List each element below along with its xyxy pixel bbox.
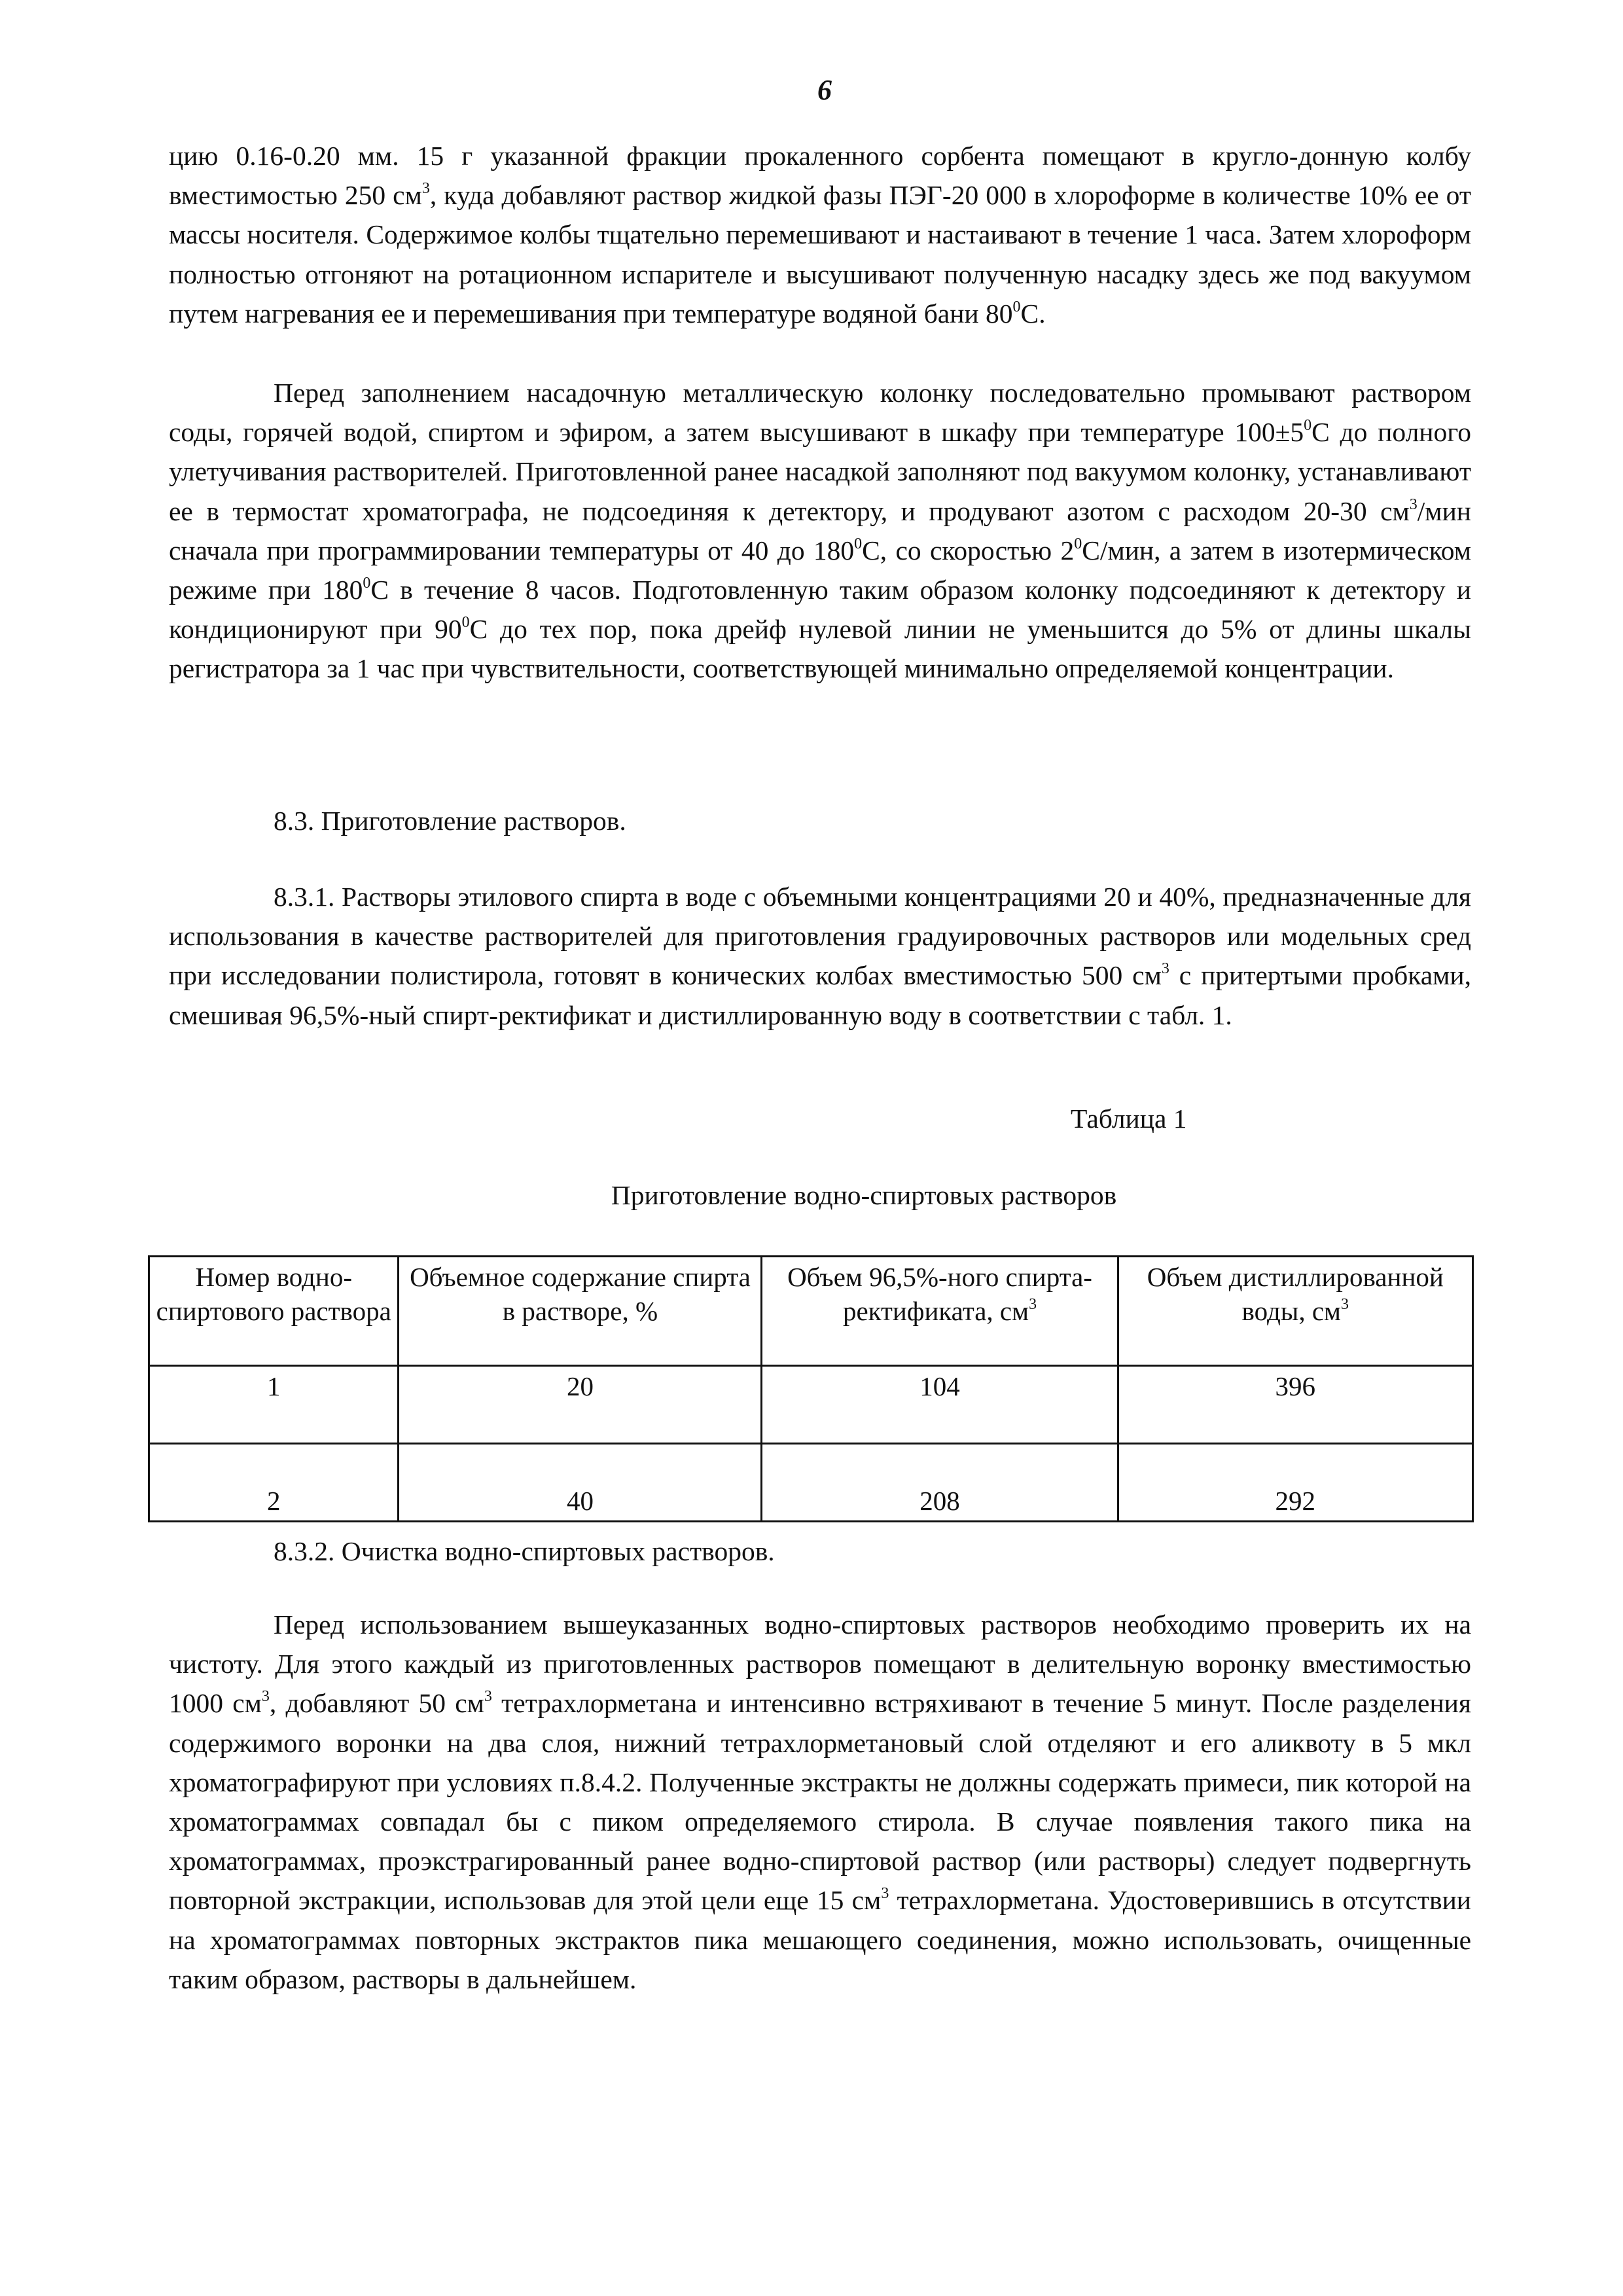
- table-cell: 40: [399, 1444, 762, 1522]
- table-cell: 104: [762, 1366, 1118, 1444]
- paragraph-8-3-1: 8.3.1. Растворы этилового спирта в воде с объемными концентрациями 20 и 40%, предназначенные для использования в качестве растворителей для приготовления градуировочных растворов или модельных сред при исследовании полистирола, готовят в конических колбах вместимостью 500 $см^3$ с притертыми пробками, смешивая 96,5%-ный спирт-ректификат и дистиллированную воду в соответствии с табл. 1.: [169, 882, 1471, 1030]
- table-cell: 396: [1118, 1366, 1472, 1444]
- table-cell: 1: [149, 1366, 399, 1444]
- header-water-volume: Объем дистиллированной воды, $см^3$: [1118, 1257, 1472, 1366]
- header-alcohol-content: Объемное содержание спирта в растворе, %: [399, 1257, 762, 1366]
- table-cell: 20: [399, 1366, 762, 1444]
- page-number: 6: [817, 74, 832, 106]
- table-row: [149, 1366, 1473, 1444]
- solutions-table: [148, 1255, 1474, 1522]
- table-row: [149, 1444, 1473, 1522]
- paragraph-8-3-2: Перед использованием вышеуказанных водно-спиртовых растворов необходимо проверить их на чистоту. Для этого каждый из приготовленных растворов помещают в делительную воронку вместимостью 1000 $см^3$, добавляют 50 $см^3$ тетрахлорметана и интенсивно встряхивают в течение 5 минут. После разделения содержимого воронки на два слоя, нижний тетрахлорметановый слой отделяют и его аликвоту в 5 мкл хроматографируют при условиях п.8.4.2. Полученные экстракты не должны содержать примеси, пик которой на хроматограммах совпадал бы с пиком определяемого стирола. В случае появления такого пика на хроматограммах, проэкстрагированный ранее водно-спиртовой раствор (или растворы) следует подвергнуть повторной экстракции, использовав для этой цели еще 15 $см^3$ тетрахлорметана. Удостоверившись в отсутствии на хроматограммах повторных экстрактов пика мешающего соединения, можно использовать, очищенные таким образом, растворы в дальнейшем.: [169, 1609, 1471, 1994]
- table-cell: 208: [762, 1444, 1118, 1522]
- table-cell: 292: [1118, 1444, 1472, 1522]
- section-heading-8-3: 8.3. Приготовление растворов.: [274, 806, 626, 836]
- table-cell: 2: [149, 1444, 399, 1522]
- table-label: Таблица 1: [1071, 1103, 1187, 1134]
- table-header-row: [149, 1257, 1473, 1366]
- table-title: Приготовление водно-спиртовых растворов: [611, 1180, 1117, 1210]
- header-solution-number: Номер водно-спиртового раствора: [149, 1257, 399, 1366]
- header-rectified-volume: Объем 96,5%-ного спирта-ректификата, $см^3$: [762, 1257, 1118, 1366]
- section-heading-8-3-2: 8.3.2. Очистка водно-спиртовых растворов.: [274, 1536, 775, 1566]
- paragraph-column-filling: Перед заполнением насадочную металлическую колонку последовательно промывают раствором соды, горячей водой, спиртом и эфиром, а затем высушивают в шкафу при температуре $100\pm 5^0С$ до полного улетучивания растворителей. Приготовленной ранее насадкой заполняют под вакуумом колонку, устанавливают ее в термостат хроматографа, не подсоединяя к детектору, и продувают азотом с расходом 20-30 $см^3$/мин сначала при программировании температуры от 40 до $180^0С$, со скоростью $2^0С$/мин, а затем в изотермическом режиме при $180^0С$ в течение 8 часов. Подготовленную таким образом колонку подсоединяют к детектору и кондиционируют при $90^0С$ до тех пор, пока дрейф нулевой линии не уменьшится до 5% от длины шкалы регистратора за 1 час при чувствительности, соответствующей минимально определяемой концентрации.: [169, 378, 1471, 684]
- paragraph-sorbent-preparation: цию 0.16-0.20 мм. 15 г указанной фракции прокаленного сорбента помещают в кругло-донную колбу вместимостью 250 $см^3$, куда добавляют раствор жидкой фазы ПЭГ-20 000 в хлороформе в количестве 10% ее от массы носителя. Содержимое колбы тщательно перемешивают и настаивают в течение 1 часа. Затем хлороформ полностью отгоняют на ротационном испарителе и высушивают полученную насадку здесь же под вакуумом путем нагревания ее и перемешивания при температуре водяной бани $80^0С$.: [169, 141, 1472, 329]
